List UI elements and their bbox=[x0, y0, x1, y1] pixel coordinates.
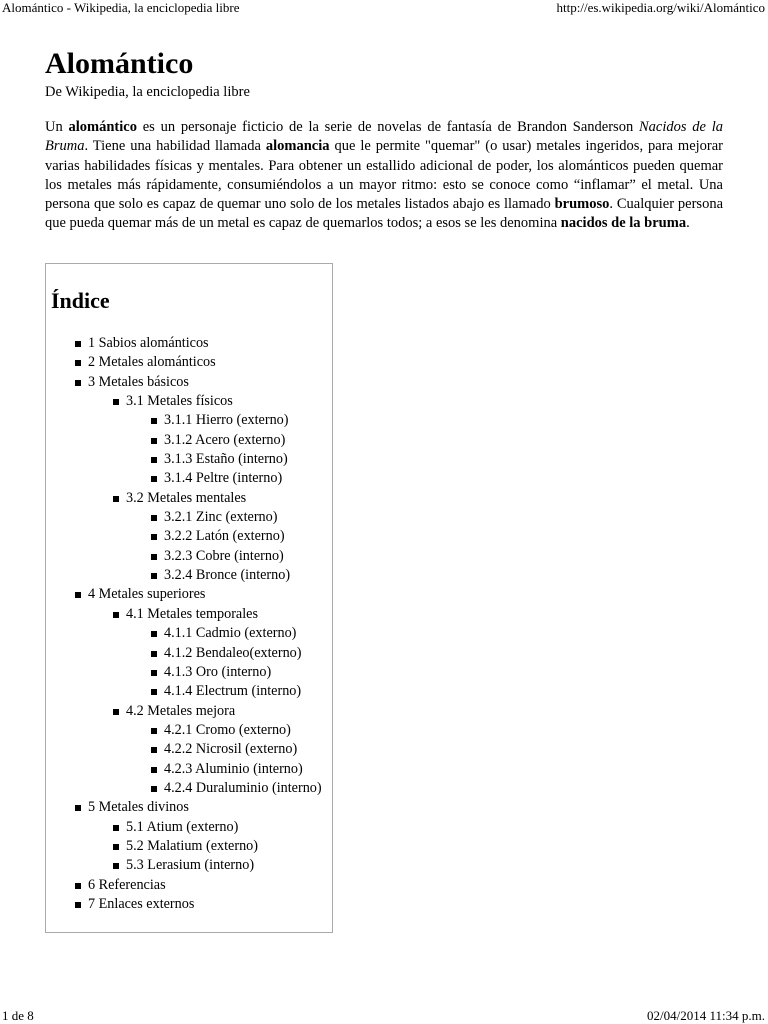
toc-item[interactable] bbox=[46, 798, 322, 817]
book-title-link[interactable]: Nacidos de la Bruma bbox=[45, 119, 723, 155]
toc-item[interactable] bbox=[46, 837, 322, 856]
toc-item-label: 4.2.1 Cromo (externo) bbox=[164, 721, 291, 738]
lead-text: es un personaje ficticio de la serie de novelas de fantasía de Brandon Sanderson bbox=[136, 119, 639, 135]
toc-item[interactable] bbox=[46, 469, 322, 488]
toc-item[interactable] bbox=[46, 856, 322, 875]
lead-text: Un bbox=[45, 119, 69, 135]
bullet-icon bbox=[151, 554, 157, 560]
toc-item-label: 4.1.4 Electrum (interno) bbox=[164, 683, 302, 700]
bullet-icon bbox=[151, 515, 157, 521]
toc-item[interactable] bbox=[46, 431, 322, 450]
bullet-icon bbox=[75, 341, 81, 347]
table-of-contents bbox=[45, 263, 333, 933]
toc-item-label: 5.1 Atium (externo) bbox=[126, 818, 239, 835]
toc-item-label: 4.1.2 Bendaleo(externo) bbox=[164, 644, 302, 661]
print-timestamp: 02/04/2014 11:34 p.m. bbox=[647, 1008, 765, 1023]
toc-item-label: 4.1.1 Cadmio (externo) bbox=[164, 625, 297, 642]
print-page-title: Alomántico - Wikipedia, la enciclopedia libre bbox=[2, 0, 240, 15]
bullet-icon bbox=[113, 825, 119, 831]
bullet-icon bbox=[113, 844, 119, 850]
bullet-icon bbox=[151, 651, 157, 657]
bullet-icon bbox=[75, 805, 81, 811]
toc-item[interactable] bbox=[46, 682, 322, 701]
toc-item[interactable] bbox=[46, 876, 322, 895]
bullet-icon bbox=[75, 883, 81, 889]
toc-item[interactable] bbox=[46, 392, 322, 411]
term-brumoso: brumoso bbox=[554, 196, 610, 213]
bullet-icon bbox=[151, 728, 157, 734]
toc-item[interactable] bbox=[46, 818, 322, 837]
toc-item-label: 5.2 Malatium (externo) bbox=[126, 837, 258, 854]
bullet-icon bbox=[151, 573, 157, 579]
lead-text: . bbox=[686, 215, 690, 232]
toc-item[interactable] bbox=[46, 566, 322, 585]
bullet-icon bbox=[151, 689, 157, 695]
bullet-icon bbox=[75, 380, 81, 386]
toc-item-label: 3.2 Metales mentales bbox=[126, 489, 247, 506]
article-title: Alomántico bbox=[45, 47, 194, 80]
toc-item[interactable] bbox=[46, 547, 322, 566]
article-subtitle: De Wikipedia, la enciclopedia libre bbox=[45, 84, 250, 100]
bullet-icon bbox=[75, 592, 81, 598]
toc-item[interactable] bbox=[46, 489, 322, 508]
toc-title: Índice bbox=[51, 288, 110, 313]
toc-item-label: 5.3 Lerasium (interno) bbox=[126, 857, 255, 874]
toc-item-label: 7 Enlaces externos bbox=[88, 895, 195, 912]
bullet-icon bbox=[75, 902, 81, 908]
toc-item[interactable] bbox=[46, 779, 322, 798]
toc-item-label: 3.2.2 Latón (externo) bbox=[164, 528, 285, 545]
page-counter: 1 de 8 bbox=[2, 1008, 34, 1023]
toc-item[interactable] bbox=[46, 624, 322, 643]
toc-item-label: 4.2.2 Nicrosil (externo) bbox=[164, 741, 298, 758]
toc-item-label: 3.2.4 Bronce (interno) bbox=[164, 567, 291, 584]
bullet-icon bbox=[151, 476, 157, 482]
term-alomantico: alomántico bbox=[68, 119, 137, 135]
toc-item[interactable] bbox=[46, 895, 322, 914]
bullet-icon bbox=[151, 747, 157, 753]
bullet-icon bbox=[113, 709, 119, 715]
toc-item-label: 3.2.1 Zinc (externo) bbox=[164, 509, 278, 526]
bullet-icon bbox=[113, 612, 119, 618]
toc-item-label: 2 Metales alománticos bbox=[88, 354, 216, 371]
toc-item-label: 5 Metales divinos bbox=[88, 799, 189, 816]
toc-item[interactable] bbox=[46, 508, 322, 527]
print-page-url: http://es.wikipedia.org/wiki/Alomántico bbox=[556, 0, 765, 15]
toc-item[interactable] bbox=[46, 450, 322, 469]
toc-item[interactable] bbox=[46, 702, 322, 721]
toc-item[interactable] bbox=[46, 527, 322, 546]
bullet-icon bbox=[151, 670, 157, 676]
bullet-icon bbox=[151, 438, 157, 444]
toc-item-label: 3.2.3 Cobre (interno) bbox=[164, 547, 284, 564]
bullet-icon bbox=[151, 786, 157, 792]
toc-item-label: 3.1 Metales físicos bbox=[126, 393, 233, 410]
lead-text: que le permite "quemar" (o usar) metales ingeridos, para mejorar varias habilidades físicas y mentales. Para obtener un estallido adicional de poder, los alománticos pueden quemar los metales más rápidamente, consumiéndolos a un mayor ritmo: esto se conoce como “inflamar” el metal. Una persona que solo es capaz de quemar uno solo de los metales listados abajo es llamado bbox=[45, 138, 723, 213]
toc-item-label: 1 Sabios alománticos bbox=[88, 335, 209, 351]
toc-item-label: 4.2.4 Duraluminio (interno) bbox=[164, 779, 322, 796]
toc-item-label: 4.2.3 Aluminio (interno) bbox=[164, 760, 303, 777]
bullet-icon bbox=[113, 399, 119, 405]
term-nacidos-de-la-bruma: nacidos de la bruma bbox=[560, 215, 687, 232]
toc-item-label: 3.1.2 Acero (externo) bbox=[164, 431, 286, 448]
bullet-icon bbox=[151, 534, 157, 540]
toc-item[interactable] bbox=[46, 353, 322, 372]
toc-item[interactable] bbox=[46, 760, 322, 779]
bullet-icon bbox=[113, 863, 119, 869]
toc-item-label: 3.1.1 Hierro (externo) bbox=[164, 412, 289, 429]
toc-item[interactable] bbox=[46, 721, 322, 740]
bullet-icon bbox=[151, 457, 157, 463]
term-alomancia: alomancia bbox=[265, 138, 330, 155]
toc-item-label: 4.1 Metales temporales bbox=[126, 605, 258, 622]
toc-item-label: 4.2 Metales mejora bbox=[126, 702, 236, 719]
toc-item[interactable] bbox=[46, 740, 322, 759]
toc-item[interactable] bbox=[46, 663, 322, 682]
toc-item[interactable] bbox=[46, 585, 322, 604]
bullet-icon bbox=[75, 360, 81, 366]
toc-item-label: 3.1.3 Estaño (interno) bbox=[164, 451, 288, 468]
toc-item-label: 3 Metales básicos bbox=[88, 373, 189, 390]
toc-item[interactable] bbox=[46, 644, 322, 663]
bullet-icon bbox=[151, 418, 157, 424]
toc-item-label: 4 Metales superiores bbox=[88, 586, 206, 603]
lead-paragraph bbox=[45, 118, 723, 234]
lead-text: . Cualquier persona que pueda quemar más de un metal es capaz de quemarlos todos; a esos se les denomina bbox=[45, 196, 723, 232]
bullet-icon bbox=[151, 767, 157, 773]
toc-item[interactable] bbox=[46, 411, 322, 430]
toc-item[interactable] bbox=[46, 334, 322, 353]
toc-item[interactable] bbox=[46, 373, 322, 392]
lead-text: . Tiene una habilidad llamada bbox=[84, 138, 266, 155]
toc-item[interactable] bbox=[46, 605, 322, 624]
bullet-icon bbox=[151, 631, 157, 637]
toc-item-label: 3.1.4 Peltre (interno) bbox=[164, 470, 283, 487]
toc-list bbox=[46, 334, 322, 914]
toc-item-label: 4.1.3 Oro (interno) bbox=[164, 663, 272, 680]
bullet-icon bbox=[113, 496, 119, 502]
toc-item-label: 6 Referencias bbox=[88, 876, 166, 893]
